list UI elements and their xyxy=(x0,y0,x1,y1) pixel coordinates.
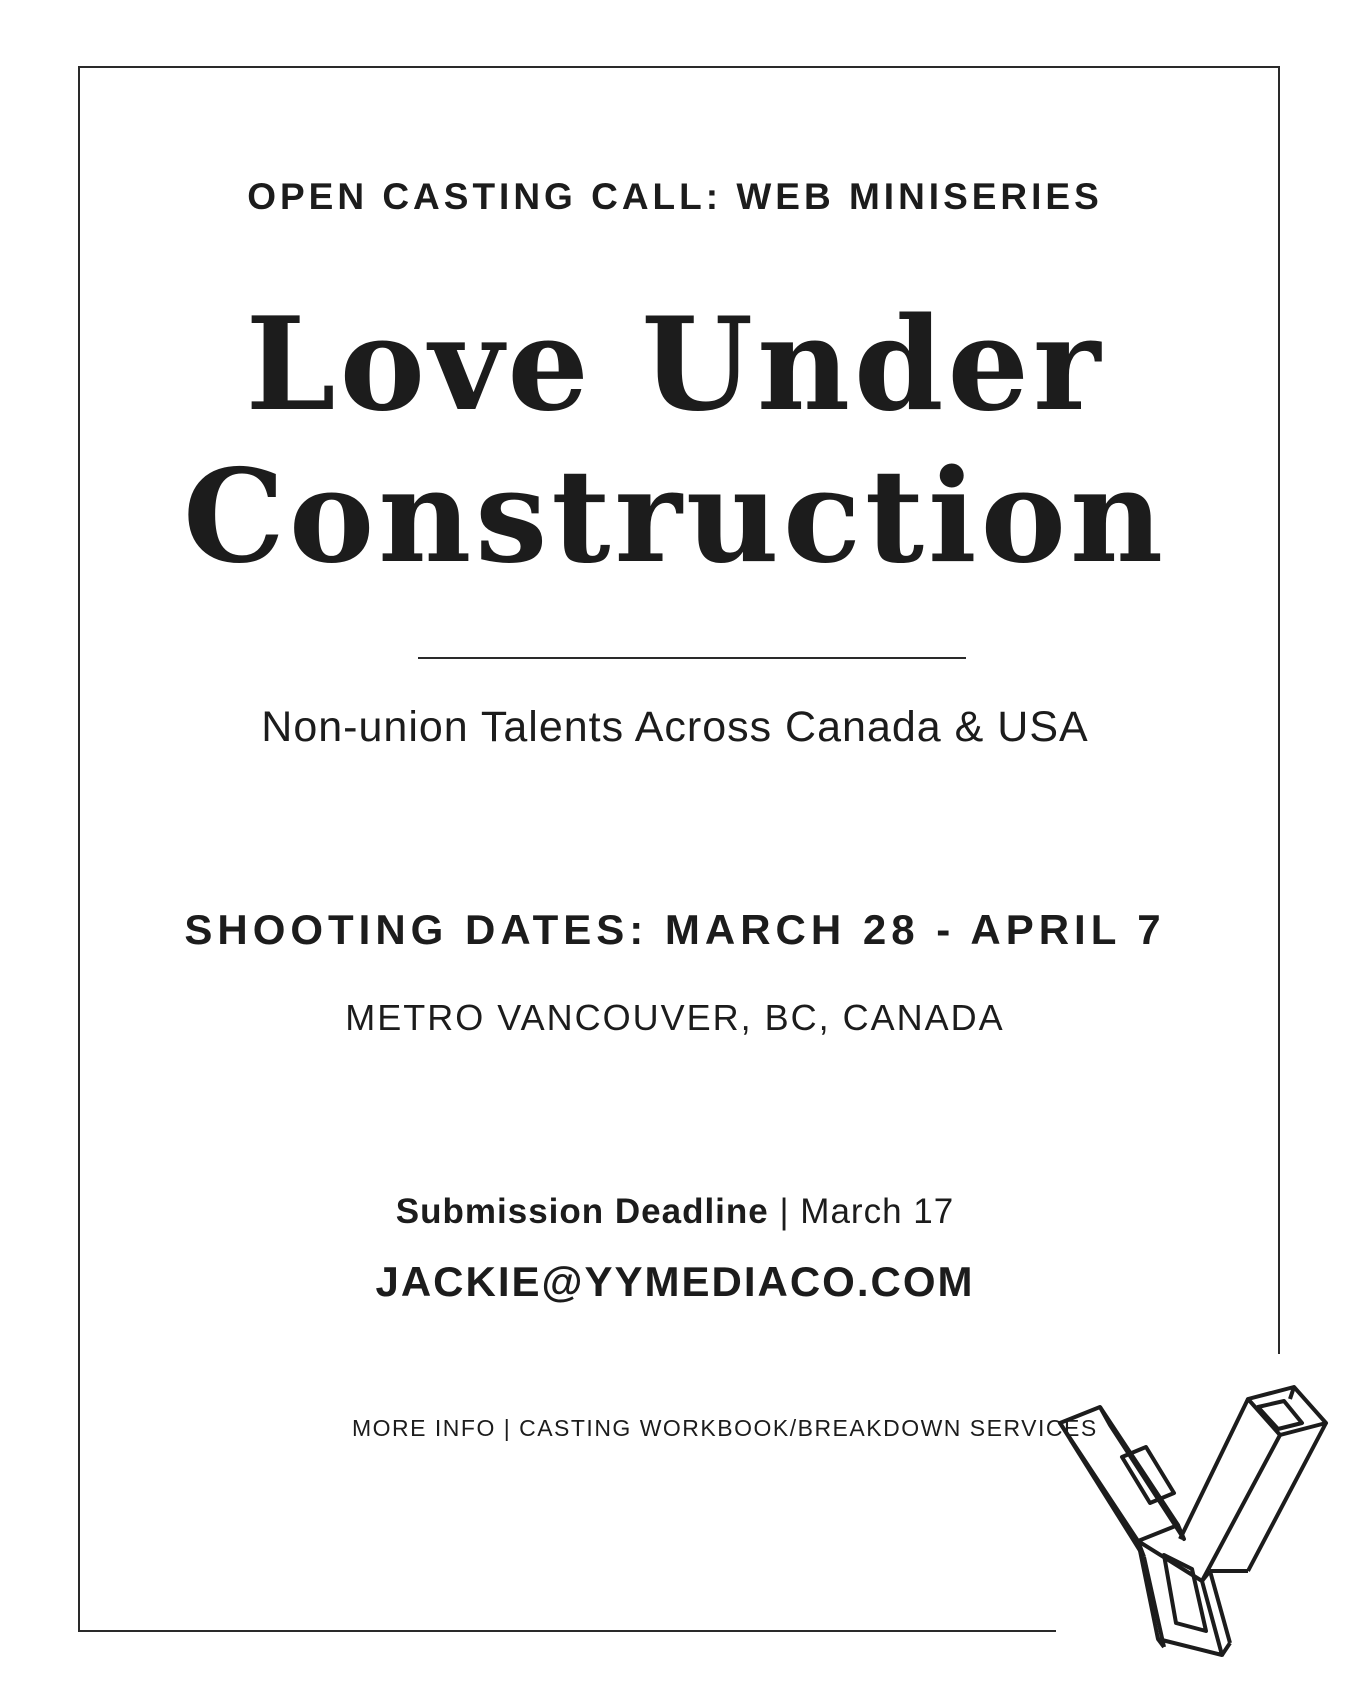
deadline-date: March 17 xyxy=(800,1192,955,1231)
title-divider xyxy=(418,657,966,659)
title-line-2: Construction xyxy=(182,442,1168,592)
more-info-note: MORE INFO | CASTING WORKBOOK/BREAKDOWN SERVICES xyxy=(352,1415,1098,1441)
talent-subtitle: Non-union Talents Across Canada & USA xyxy=(261,703,1089,751)
shooting-location: METRO VANCOUVER, BC, CANADA xyxy=(345,997,1005,1038)
contact-email: JACKIE@YYMEDIACO.COM xyxy=(375,1258,975,1305)
y-logo-icon xyxy=(1052,1385,1332,1670)
frame-border-top xyxy=(78,66,1280,68)
frame-border-bottom xyxy=(78,1630,1056,1632)
submission-deadline xyxy=(0,1192,1350,1232)
deadline-label: Submission Deadline xyxy=(395,1192,769,1231)
casting-call-kicker: OPEN CASTING CALL: WEB MINISERIES xyxy=(247,176,1103,217)
shooting-dates: SHOOTING DATES: MARCH 28 - APRIL 7 xyxy=(184,906,1166,953)
title-line-1: Love Under xyxy=(245,290,1105,440)
deadline-separator: | xyxy=(768,1192,801,1231)
